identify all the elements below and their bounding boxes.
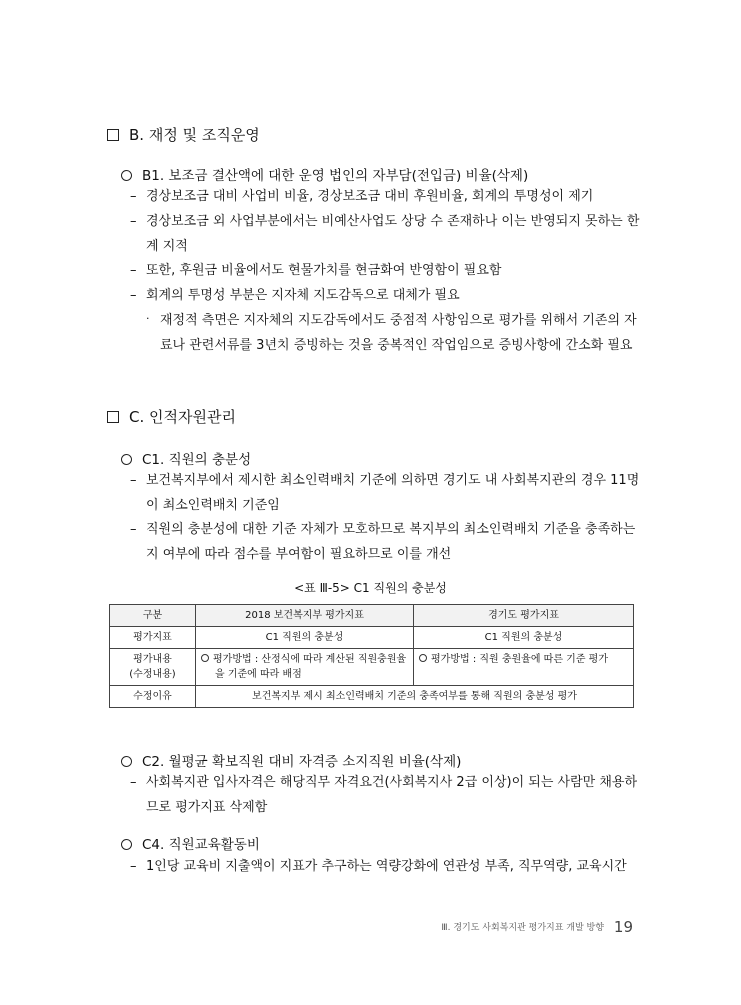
b1-sub-bullet: · 재정적 측면은 지자체의 지도감독에서도 중점적 사항임으로 평가를 위해서 기존의 자료나 관련서류를 3년치 증빙하는 것을 중복적인 작업임으로 증빙사항에 간소화 필요 <box>146 312 637 353</box>
circle-bullet-icon <box>121 170 132 181</box>
table-row <box>110 649 634 686</box>
table-header-cell: 구분 <box>110 605 196 627</box>
table-cell: 평가방법 : 직원 충원율에 따른 기준 평가 <box>414 649 634 686</box>
c1-bullet-1: – 보건복지부에서 제시한 최소인력배치 기준에 의하면 경기도 내 사회복지관의 경우 11명이 최소인력배치 기준임 <box>130 473 640 513</box>
table-cell: 보건복지부 제시 최소인력배치 기준의 충족여부를 통해 직원의 충분성 평가 <box>196 686 634 708</box>
circle-bullet-icon <box>121 454 132 465</box>
c2-heading: C2. 월평균 확보직원 대비 자격증 소지직원 비율(삭제) <box>121 750 461 770</box>
circle-bullet-icon <box>121 839 132 850</box>
table-cell: C1 직원의 충분성 <box>414 627 634 649</box>
table-row <box>110 627 634 649</box>
section-c-heading: C. 인적자원관리 <box>107 406 236 427</box>
table-row <box>110 686 634 708</box>
b1-bullet-1: – 경상보조금 대비 사업비 비율, 경상보조금 대비 후원비율, 회계의 투명성이 제기 <box>130 189 594 204</box>
table-cell: 수정이유 <box>110 686 196 708</box>
table-header-row <box>110 605 634 627</box>
circle-bullet-icon <box>121 756 132 767</box>
checkbox-square-icon <box>107 411 119 423</box>
b1-bullet-4: – 회계의 투명성 부분은 지자체 지도감독으로 대체가 필요 <box>130 288 460 303</box>
table-header-cell: 경기도 평가지표 <box>414 605 634 627</box>
table-cell: 평가내용 (수정내용) <box>110 649 196 686</box>
c4-heading: C4. 직원교육활동비 <box>121 833 260 853</box>
b1-heading: B1. 보조금 결산액에 대한 운영 법인의 자부담(전입금) 비율(삭제) <box>121 164 528 184</box>
b1-bullet-2: – 경상보조금 외 사업부분에서는 비예산사업도 상당 수 존재하나 이는 반영되지 못하는 한계 지적 <box>130 214 640 254</box>
checkbox-square-icon <box>107 129 119 141</box>
circle-bullet-icon <box>419 654 427 662</box>
section-b-heading: B. 재정 및 조직운영 <box>107 124 260 145</box>
table-cell: 평가지표 <box>110 627 196 649</box>
footer-chapter: Ⅲ. 경기도 사회복지관 평가지표 개발 방향 <box>441 923 604 933</box>
table-header-cell: 2018 보건복지부 평가지표 <box>196 605 414 627</box>
circle-bullet-icon <box>201 654 209 662</box>
b1-bullet-3: – 또한, 후원금 비율에서도 현물가치를 현금화여 반영함이 필요함 <box>130 263 502 278</box>
page-number: 19 <box>613 918 633 936</box>
c2-bullet-1: – 사회복지관 입사자격은 해당직무 자격요건(사회복지사 2급 이상)이 되는 사람만 채용하므로 평가지표 삭제함 <box>130 775 638 815</box>
table-cell: C1 직원의 충분성 <box>196 627 414 649</box>
c4-bullet-1: – 1인당 교육비 지출액이 지표가 추구하는 역량강화에 연관성 부족, 직무역량, 교육시간 <box>130 859 627 874</box>
c1-heading: C1. 직원의 충분성 <box>121 448 251 468</box>
c1-bullet-2: – 직원의 충분성에 대한 기준 자체가 모호하므로 복지부의 최소인력배치 기준을 충족하는지 여부에 따라 점수를 부여함이 필요하므로 이를 개선 <box>130 522 636 562</box>
page-footer <box>441 918 633 936</box>
comparison-table <box>109 604 634 708</box>
table-cell: 평가방법 : 산정식에 따라 계산된 직원충원율을 기준에 따라 배점 <box>196 649 414 686</box>
table-caption: <표 Ⅲ-5> C1 직원의 충분성 <box>294 581 447 595</box>
